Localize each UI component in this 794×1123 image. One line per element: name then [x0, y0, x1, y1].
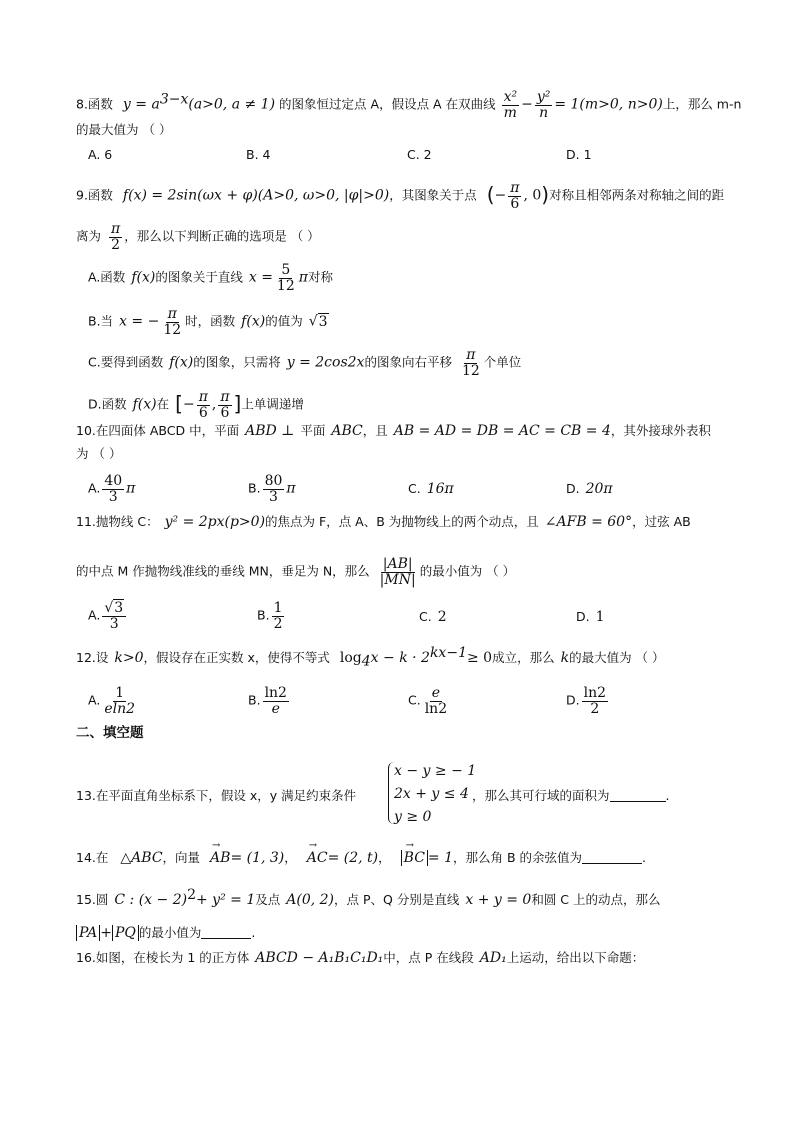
q15-answer-blank[interactable] — [201, 938, 251, 939]
q9-option-a: A.函数 f(x)的图象关于直线 x = $\frac{5}{12}$ π对称 — [88, 262, 333, 294]
q13-tail: ，那么其可行域的面积为 . — [472, 788, 670, 803]
q11-option-a: A. $\frac{√3}{3}$ — [88, 601, 128, 631]
q12-option-d: D. $\frac{\ln 2}{2}$ — [566, 685, 607, 717]
q10-option-b: B. $\frac{80}{3}$ π — [248, 473, 296, 505]
q8-option-a: A. 6 — [88, 147, 113, 162]
q10-line1: 10.在四面体 ABCD 中，平面 ABD ⊥ 平面 ABC，且 AB = AD = DB = AC = CB = 4，其外接球外表积 — [76, 423, 711, 439]
q14-line: 14.在 △ABC，向量 → AB= (1, 3)， → AC= (2, t)， → BC = 1，那么角 B 的余弦值为 . — [76, 851, 646, 865]
q12-line1: 12.设 k>0，假设存在正实数 x，使得不等式 $\log_4x - k \cdot 2^{kx-1}\ge 0$成立，那么 k的最大值为 （ ） — [76, 644, 665, 670]
q9-number: 9.函数 — [76, 187, 113, 203]
q8-cond: (a>0, a ≠ 1) — [188, 96, 276, 113]
q9-post: 对称且相邻两条对称轴之间的距 — [549, 187, 725, 203]
q9-point: ( — [486, 182, 495, 207]
q8-func: y = a — [122, 96, 160, 113]
q15-line2: PA + PQ 的最小值为 . — [76, 926, 255, 940]
q9-option-b: B.当 x = − $\frac{\pi}{12}$ 时，函数 f(x)的值为 √3 — [88, 306, 328, 338]
q13-line: 13.在平面直角坐标系下，假设 x，y 满足约束条件 — [76, 788, 357, 803]
q16-line: 16.如图，在棱长为 1 的正方体 ABCD − A₁B₁C₁D₁中，点 P 在线段 AD₁上运动，给出以下命题： — [76, 950, 645, 966]
q9-option-c: C.要得到函数 f(x)的图象，只需将 y = 2cos2x的图象向右平移 $\frac{\pi}{12}$ 个单位 — [88, 347, 522, 379]
q12-option-c: C. $\frac{e}{\ln 2}$ — [408, 685, 448, 717]
q10-option-d: D. 20π — [566, 481, 613, 497]
q10-option-c: C. 16π — [408, 481, 454, 497]
q8-line1 — [76, 90, 741, 120]
q8-number: 8.函数 — [76, 96, 113, 112]
q8-line2: 的最大值为 （ ） — [76, 122, 172, 137]
q9-func: f(x) = 2sin(ωx + φ)(A>0, ω>0, |φ|>0) — [122, 187, 390, 204]
q8-option-d: D. 1 — [566, 147, 592, 162]
q13-constraint-1: x − y ≥ − 1 — [394, 763, 477, 779]
q8-option-c: C. 2 — [407, 147, 432, 162]
q15-line1: 15.圆 C : $(x - 2)^2+ y^2 = 1$及点 A(0, 2)，点 P、Q 分别是直线 x + y = 0和圆 C 上的动点，那么 — [76, 886, 661, 908]
q9-text: ，其图象关于点 — [389, 187, 477, 203]
q11-line1: 11.抛物线 C： y² = 2px(p>0)的焦点为 F，点 A、B 为抛物线上的两个动点，且 ∠AFB = 60°，过弦 AB — [76, 514, 691, 530]
q14-answer-blank[interactable] — [582, 863, 642, 864]
q8-eq: = 1(m>0, n>0) — [554, 96, 663, 113]
q12-option-b: B. $\frac{\ln 2}{e}$ — [248, 685, 287, 717]
q8-option-b: B. 4 — [246, 147, 271, 162]
q11-option-d: D. 1 — [576, 609, 605, 625]
q9-option-d: D.函数 f(x)在 [− $\frac{\pi}{6}$ , $\frac{\pi}{6}$ ]上单调递增 — [88, 389, 304, 421]
q8-text: 的图象恒过定点 A，假设点 A 在双曲线 — [279, 96, 496, 112]
q9-line1: 9.函数 f(x) = 2sin(ωx + φ)(A>0, ω>0, |φ|>0)，其图象关于点 (− $\frac{\pi}{6}$ , 0)对称且相邻两条对称轴之间的距 — [76, 180, 725, 212]
q10-option-a: A. $\frac{40}{3}$ π — [88, 473, 136, 505]
q13-constraint-2: 2x + y ≤ 4 — [394, 786, 469, 802]
q13-answer-blank[interactable] — [610, 801, 666, 802]
section-title-fill-in: 二、填空题 — [76, 725, 144, 741]
q11-option-c: C. 2 — [419, 609, 447, 625]
q13-constraint-3: y ≥ 0 — [394, 809, 432, 825]
q10-line2: 为 （ ） — [76, 446, 122, 461]
q12-option-a: A. $\frac{1}{eln2}$ — [88, 685, 135, 717]
q11-option-b: B. $\frac{1}{2}$ — [257, 600, 283, 632]
q8-minus: − — [521, 96, 533, 113]
q11-line2: 的中点 M 作抛物线准线的垂线 MN，垂足为 N，那么 $\frac{|AB|}{|MN|}$ 的最小值为 （ ） — [76, 556, 516, 588]
q9-line2: 离为 $\frac{\pi}{2}$ ，那么以下判断正确的选项是 （ ） — [76, 221, 320, 253]
q8-frac1: $\frac{\text{x²}}{m}$ — [503, 89, 518, 121]
q8-exp: 3−x — [159, 91, 189, 108]
q8-post: 上，那么 m-n — [662, 96, 742, 112]
q8-frac2: $\frac{\text{y²}}{n}$ — [536, 89, 551, 121]
